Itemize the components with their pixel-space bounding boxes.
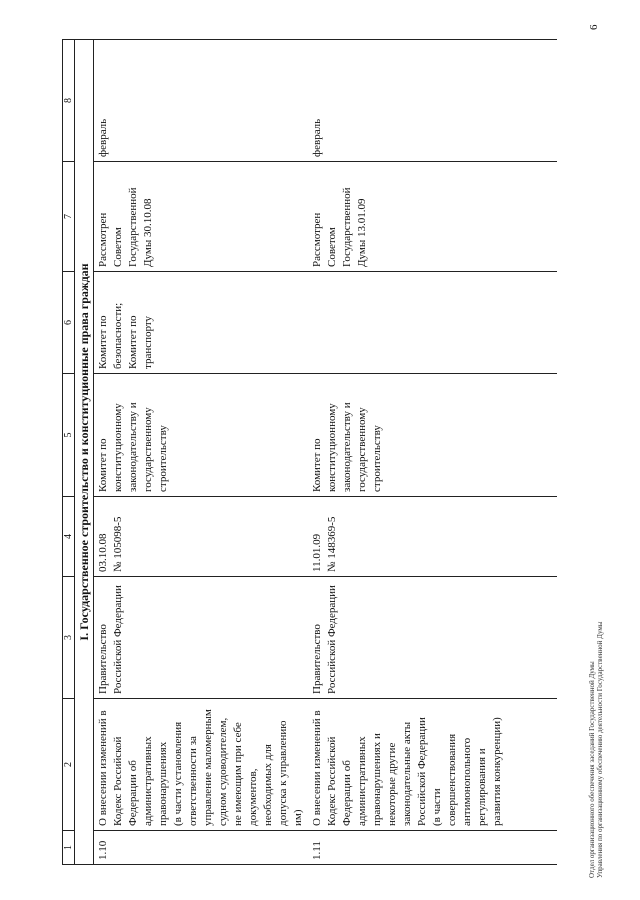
initiator-cell [94,577,309,699]
responsible-committee-text: законодательству и [341,402,353,492]
bill-title-text: ответственности за [187,736,199,826]
section-header-row [75,40,94,865]
initiator-text: Российской Федерации [112,585,124,694]
page-number: 6 [588,24,600,30]
responsible-committee-text: Комитет по [97,438,109,492]
row-number-cell [94,831,309,865]
initiator-cell [308,577,557,699]
bill-title-text: Кодекс Российской [112,736,124,826]
status-text: Рассмотрен [311,212,323,267]
planned-month-cell [94,40,309,162]
bill-title-text: административных [356,736,368,826]
bill-title-text: Федерации об [341,760,353,826]
responsible-committee-text: конституционному [326,403,338,492]
column-number: 3 [63,577,75,699]
co-committees-text: безопасности; [112,302,124,369]
bill-title-text: регулирования и [476,748,488,826]
responsible-committee-text: конституционному [112,403,124,492]
column-number: 1 [63,831,75,865]
bill-title-text: документов, [247,768,259,826]
footer [588,238,604,878]
responsible-committee-cell [94,374,309,497]
registration-text: 03.10.08 [97,533,109,572]
planned-month-text: февраль [311,118,323,157]
registration-text: 11.01.09 [311,533,323,572]
status-text: Советом [112,227,124,267]
status-text: Рассмотрен [97,212,109,267]
initiator-text: Правительство [97,624,109,694]
co-committees-text: Комитет по [97,315,109,369]
bill-title-text: развития конкуренции) [491,717,503,826]
bill-title-text: не имеющим при себе [232,722,244,826]
bill-title-text: административных [142,736,154,826]
column-number: 6 [63,272,75,374]
responsible-committee-text: Комитет по [311,438,323,492]
column-number: 5 [63,374,75,497]
bill-title-text: правонарушениях [157,741,169,826]
bill-title-text: О внесении изменений в [97,710,109,826]
bill-title-cell [94,699,309,831]
registration-cell [94,497,309,577]
bill-title-text: Кодекс Российской [326,736,338,826]
table-row [94,40,309,865]
column-number: 2 [63,699,75,831]
footer-line: Отдел организационного обеспечения заседаний Государственной Думы [588,661,596,878]
registration-text: № 105098-5 [112,516,124,572]
table-row [308,40,557,865]
bill-title-cell [308,699,557,831]
bill-title-text: Федерации об [127,760,139,826]
responsible-committee-text: строительству [371,425,383,492]
status-text: Советом [326,227,338,267]
bill-title-text: (в части [431,788,443,826]
planned-month-text: февраль [97,118,109,157]
bill-title-text: правонарушениях и [371,733,383,826]
registration-cell [308,497,557,577]
status-text: Государственной [127,187,139,267]
row-number-text: 1.11 [311,841,323,860]
initiator-text: Правительство [311,624,323,694]
bill-title-text: антимонопольного [461,737,473,826]
section-title: I. Государственное строительство и конституционные права граждан [75,40,94,865]
bill-title-text: (в части установления [172,721,184,826]
bill-title-text: О внесении изменений в [311,710,323,826]
status-text: Думы 30.10.08 [142,198,154,267]
bill-title-text: допуска к управлению [277,720,289,826]
bill-title-text: Российской Федерации [416,717,428,826]
status-cell [308,162,557,272]
bill-title-text: управление маломерным [202,709,214,826]
status-text: Думы 13.01.09 [356,198,368,267]
bill-title-text: необходимых для [262,744,274,826]
row-number-text: 1.10 [97,840,109,860]
bill-title-text: судном судоводителем, [217,717,229,826]
bill-title-text: совершенствования [446,733,458,826]
responsible-committee-text: строительству [157,425,169,492]
column-number: 4 [63,497,75,577]
co-committees-text: Комитет по [127,315,139,369]
bill-title-text: некоторые другие [386,742,398,826]
status-text: Государственной [341,187,353,267]
responsible-committee-cell [308,374,557,497]
column-number: 8 [63,40,75,162]
responsible-committee-text: государственному [356,407,368,492]
bill-title-text: законодательные акты [401,721,413,826]
initiator-text: Российской Федерации [326,585,338,694]
registration-text: № 148369-5 [326,516,338,572]
bill-title-text: им) [292,809,304,826]
responsible-committee-text: государственному [142,407,154,492]
status-cell [94,162,309,272]
co-committees-cell [94,272,309,374]
footer-line: Управления по организационному обеспечению деятельности Государственной Думы [596,621,604,878]
co-committees-cell [308,272,557,374]
responsible-committee-text: законодательству и [127,402,139,492]
co-committees-text: транспорту [142,316,154,369]
row-number-cell [308,831,557,865]
legislation-plan-table [62,39,557,865]
column-number: 7 [63,162,75,272]
column-number-row [63,40,75,865]
planned-month-cell [308,40,557,162]
